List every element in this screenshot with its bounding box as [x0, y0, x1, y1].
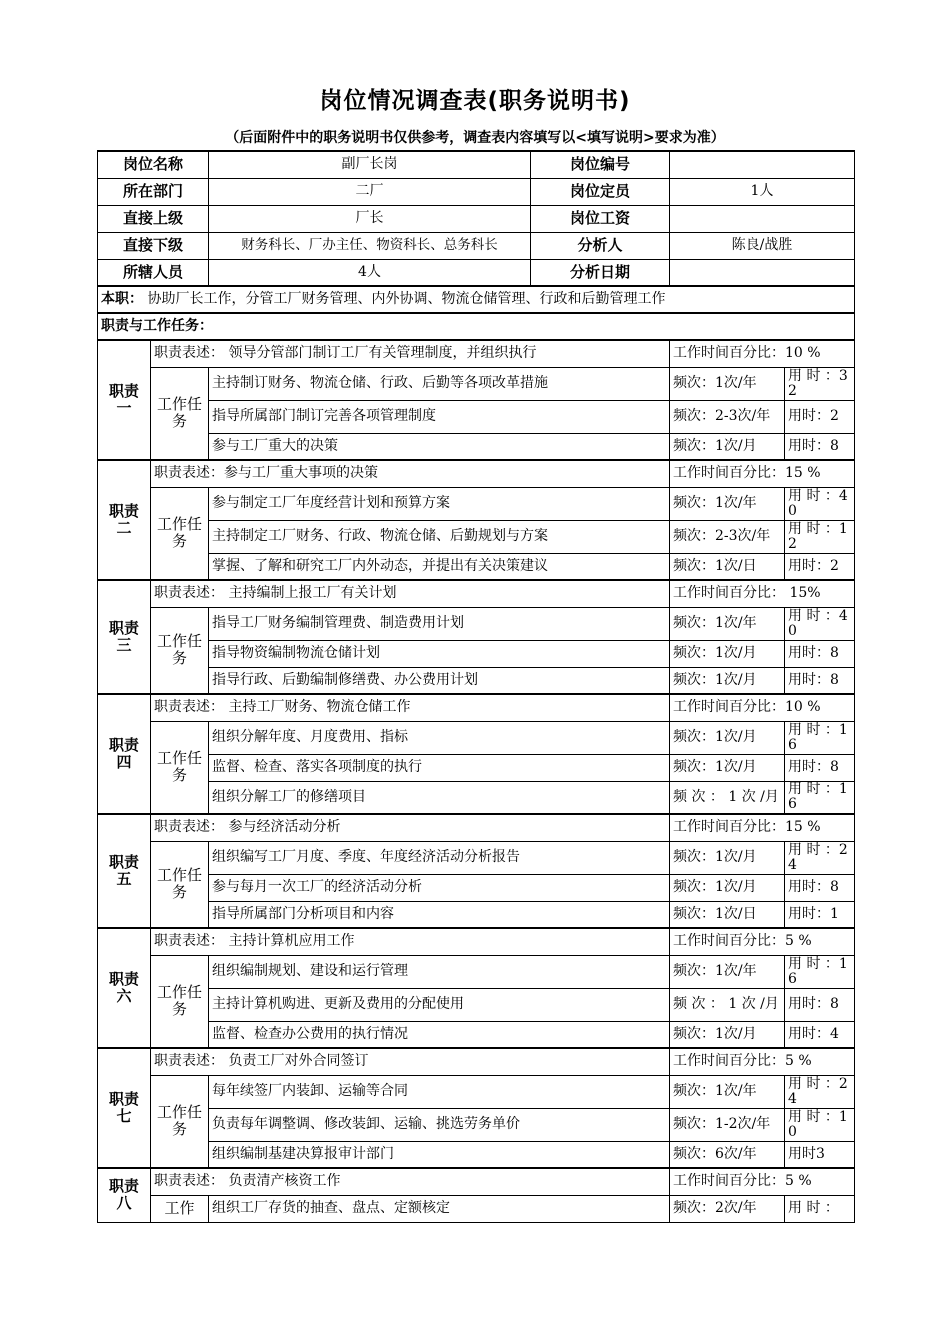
task-hours: 用 时 ：10: [785, 1108, 855, 1141]
duty-name: 职责四: [98, 694, 151, 814]
label-salary: 岗位工资: [531, 205, 670, 232]
task-frequency: 频 次 ： 1 次 /月: [670, 988, 785, 1021]
value-analysis-date: [670, 259, 855, 286]
task-text: 监督、检查、落实各项制度的执行: [209, 754, 670, 781]
task-text: 组织分解年度、月度费用、指标: [209, 721, 670, 754]
duty-name: 职责二: [98, 460, 151, 580]
task-label: 工作任务: [151, 367, 209, 460]
duty-desc-row: [98, 814, 855, 841]
task-hours: 用时：8: [785, 988, 855, 1021]
task-frequency: 频 次 ： 1 次 /月: [670, 781, 785, 814]
task-text: 主持制定工厂财务、行政、物流仓储、后勤规划与方案: [209, 520, 670, 553]
task-hours: 用 时 ：40: [785, 487, 855, 520]
task-text: 监督、检查办公费用的执行情况: [209, 1021, 670, 1048]
label-direct-subordinates: 直接下级: [98, 232, 209, 259]
task-frequency: 频次：1次/年: [670, 367, 785, 400]
duty-time-percent: 工作时间百分比：5 %: [670, 1048, 855, 1075]
duty-time-percent: 工作时间百分比：5 %: [670, 1168, 855, 1195]
duty-time-percent: 工作时间百分比：10 %: [670, 694, 855, 721]
task-frequency: 频次：1次/月: [670, 721, 785, 754]
duty-desc-row: [98, 1168, 855, 1195]
task-hours: 用时：8: [785, 433, 855, 460]
task-frequency: 频次：1次/年: [670, 1075, 785, 1108]
task-row: [98, 640, 855, 667]
duty-desc-row: [98, 460, 855, 487]
task-row: [98, 721, 855, 754]
duty-description: 职责表述： 主持工厂财务、物流仓储工作: [151, 694, 670, 721]
page-title: 岗位情况调查表(职务说明书): [319, 88, 631, 114]
task-hours: 用时：8: [785, 754, 855, 781]
task-text: 指导所属部门制订完善各项管理制度: [209, 400, 670, 433]
task-row: [98, 553, 855, 580]
task-row: [98, 433, 855, 460]
task-hours: 用 时 ：16: [785, 721, 855, 754]
duty-name: 职责八: [98, 1168, 151, 1222]
value-staff: 4人: [209, 259, 531, 286]
task-row: [98, 1195, 855, 1222]
task-frequency: 频次：1次/月: [670, 874, 785, 901]
task-hours: 用时：2: [785, 400, 855, 433]
task-text: 参与制定工厂年度经营计划和预算方案: [209, 487, 670, 520]
task-text: 组织分解工厂的修缮项目: [209, 781, 670, 814]
task-frequency: 频次：2-3次/年: [670, 400, 785, 433]
task-row: [98, 1141, 855, 1168]
benzhi-cell: [98, 286, 855, 313]
benzhi-text: 协助厂长工作，分管工厂财务管理、内外协调、物流仓储管理、行政和后勤管理工作: [147, 291, 666, 307]
task-text: 每年续签厂内装卸、运输等合同: [209, 1075, 670, 1108]
duty-time-percent: 工作时间百分比：10 %: [670, 340, 855, 367]
task-label: 工作: [151, 1195, 209, 1222]
task-hours: 用 时 ：32: [785, 367, 855, 400]
task-frequency: 频次：1次/月: [670, 667, 785, 694]
task-row: [98, 955, 855, 988]
task-row: [98, 988, 855, 1021]
task-row: [98, 667, 855, 694]
task-text: 主持计算机购进、更新及费用的分配使用: [209, 988, 670, 1021]
task-text: 指导行政、后勤编制修缮费、办公费用计划: [209, 667, 670, 694]
duty-time-percent: 工作时间百分比：15 %: [670, 814, 855, 841]
section-row: [98, 313, 855, 340]
value-analyst: 陈良/战胜: [670, 232, 855, 259]
duty-desc-row: [98, 694, 855, 721]
duty-desc-row: [98, 580, 855, 607]
task-row: [98, 1075, 855, 1108]
task-frequency: 频次：1次/年: [670, 955, 785, 988]
benzhi-label: 本职：: [101, 291, 143, 307]
task-text: 指导物资编制物流仓储计划: [209, 640, 670, 667]
header-row: [98, 178, 855, 205]
task-text: 组织工厂存货的抽查、盘点、定额核定: [209, 1195, 670, 1222]
task-frequency: 频次：6次/年: [670, 1141, 785, 1168]
label-analysis-date: 分析日期: [531, 259, 670, 286]
task-frequency: 频次：1次/月: [670, 640, 785, 667]
value-position-name: 副厂长岗: [209, 151, 531, 178]
duty-name: 职责六: [98, 928, 151, 1048]
label-direct-superior: 直接上级: [98, 205, 209, 232]
task-row: [98, 367, 855, 400]
task-hours: 用时：8: [785, 640, 855, 667]
label-position-code: 岗位编号: [531, 151, 670, 178]
task-hours: 用时3: [785, 1141, 855, 1168]
task-text: 指导工厂财务编制管理费、制造费用计划: [209, 607, 670, 640]
label-analyst: 分析人: [531, 232, 670, 259]
task-label: 工作任务: [151, 721, 209, 814]
header-row: [98, 232, 855, 259]
duty-description: 职责表述： 主持编制上报工厂有关计划: [151, 580, 670, 607]
task-text: 指导所属部门分析项目和内容: [209, 901, 670, 928]
duty-description: 职责表述： 领导分管部门制订工厂有关管理制度，并组织执行: [151, 340, 670, 367]
value-position-code: [670, 151, 855, 178]
task-row: [98, 781, 855, 814]
duty-description: 职责表述： 负责工厂对外合同签订: [151, 1048, 670, 1075]
task-frequency: 频次：1次/月: [670, 754, 785, 781]
task-text: 负责每年调整调、修改装卸、运输、挑选劳务单价: [209, 1108, 670, 1141]
task-hours: 用 时 ：16: [785, 781, 855, 814]
survey-table: [97, 150, 855, 1223]
task-row: [98, 1021, 855, 1048]
task-row: [98, 901, 855, 928]
duty-desc-row: [98, 928, 855, 955]
value-department: 二厂: [209, 178, 531, 205]
task-frequency: 频次：1次/月: [670, 433, 785, 460]
duty-name: 职责一: [98, 340, 151, 460]
task-hours: 用时：1: [785, 901, 855, 928]
task-label: 工作任务: [151, 955, 209, 1048]
label-staff: 所辖人员: [98, 259, 209, 286]
task-label: 工作任务: [151, 1075, 209, 1168]
duty-description: 职责表述： 参与经济活动分析: [151, 814, 670, 841]
task-row: [98, 754, 855, 781]
duty-name: 职责三: [98, 580, 151, 694]
task-row: [98, 874, 855, 901]
duty-description: 职责表述： 主持计算机应用工作: [151, 928, 670, 955]
section-label: 职责与工作任务：: [98, 313, 855, 340]
task-text: 组织编制基建决算报审计部门: [209, 1141, 670, 1168]
duty-name: 职责五: [98, 814, 151, 928]
task-text: 参与每月一次工厂的经济活动分析: [209, 874, 670, 901]
task-frequency: 频次：1次/月: [670, 841, 785, 874]
page-subtitle: （后面附件中的职务说明书仅供参考，调查表内容填写以<填写说明>要求为准）: [225, 130, 725, 146]
task-text: 掌握、了解和研究工厂内外动态，并提出有关决策建议: [209, 553, 670, 580]
task-label: 工作任务: [151, 487, 209, 580]
task-label: 工作任务: [151, 607, 209, 694]
header-row: [98, 259, 855, 286]
task-frequency: 频次：1次/日: [670, 901, 785, 928]
task-text: 组织编写工厂月度、季度、年度经济活动分析报告: [209, 841, 670, 874]
task-hours: 用 时 ：: [785, 1195, 855, 1222]
duty-name: 职责七: [98, 1048, 151, 1168]
task-hours: 用时：8: [785, 667, 855, 694]
label-headcount: 岗位定员: [531, 178, 670, 205]
value-direct-subordinates: 财务科长、厂办主任、物资科长、总务科长: [209, 232, 531, 259]
task-row: [98, 487, 855, 520]
duty-description: 职责表述：参与工厂重大事项的决策: [151, 460, 670, 487]
task-text: 主持制订财务、物流仓储、行政、后勤等各项改革措施: [209, 367, 670, 400]
duty-time-percent: 工作时间百分比：5 %: [670, 928, 855, 955]
header-row: [98, 205, 855, 232]
label-position-name: 岗位名称: [98, 151, 209, 178]
benzhi-row: [98, 286, 855, 313]
duty-time-percent: 工作时间百分比： 15%: [670, 580, 855, 607]
task-hours: 用时：8: [785, 874, 855, 901]
value-headcount: 1人: [670, 178, 855, 205]
duty-description: 职责表述： 负责清产核资工作: [151, 1168, 670, 1195]
value-direct-superior: 厂长: [209, 205, 531, 232]
task-frequency: 频次：2-3次/年: [670, 520, 785, 553]
task-frequency: 频次：1次/日: [670, 553, 785, 580]
task-row: [98, 520, 855, 553]
task-text: 参与工厂重大的决策: [209, 433, 670, 460]
task-row: [98, 1108, 855, 1141]
header-row: [98, 151, 855, 178]
duty-desc-row: [98, 1048, 855, 1075]
task-frequency: 频次：1-2次/年: [670, 1108, 785, 1141]
task-hours: 用时：2: [785, 553, 855, 580]
task-frequency: 频次：1次/月: [670, 1021, 785, 1048]
task-hours: 用 时 ：24: [785, 1075, 855, 1108]
task-row: [98, 607, 855, 640]
task-hours: 用 时 ：24: [785, 841, 855, 874]
task-row: [98, 841, 855, 874]
duty-desc-row: [98, 340, 855, 367]
task-frequency: 频次：2次/年: [670, 1195, 785, 1222]
task-label: 工作任务: [151, 841, 209, 928]
label-department: 所在部门: [98, 178, 209, 205]
task-frequency: 频次：1次/年: [670, 607, 785, 640]
task-hours: 用 时 ：12: [785, 520, 855, 553]
task-text: 组织编制规划、建设和运行管理: [209, 955, 670, 988]
task-frequency: 频次：1次/年: [670, 487, 785, 520]
duty-time-percent: 工作时间百分比：15 %: [670, 460, 855, 487]
task-row: [98, 400, 855, 433]
task-hours: 用时：4: [785, 1021, 855, 1048]
value-salary: [670, 205, 855, 232]
task-hours: 用 时 ：40: [785, 607, 855, 640]
task-hours: 用 时 ：16: [785, 955, 855, 988]
